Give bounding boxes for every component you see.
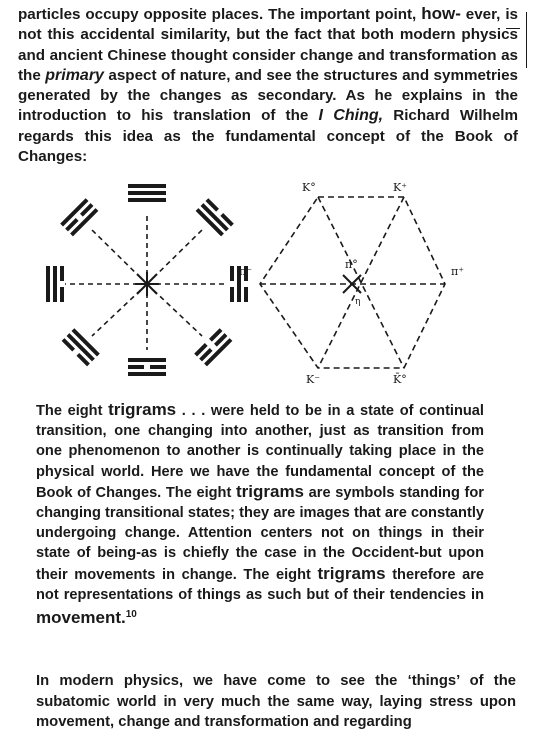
label-piplus: π⁺: [451, 265, 465, 278]
block-quote: [36, 400, 484, 629]
trigram-icon-top: [128, 184, 166, 202]
text-run: aspect of nature, and see the structures and symmetries generated by the changes as secondary. As he explains in the introduction to his translation of the: [18, 66, 518, 125]
trigram-star: [65, 213, 226, 350]
paragraph-modern-physics: [36, 671, 516, 733]
trigram-icon-left: [46, 266, 64, 302]
trigram-hexagon-figure: [30, 178, 480, 390]
label-piminus: π⁻: [239, 265, 253, 278]
text-run: The eight: [36, 403, 109, 419]
text-run: In modern physics, we have come to see the ‘things’ of the subatomic world in very much the same way, laying stress upon movement, change and transformation and regarding: [36, 673, 516, 730]
label-eta: η: [355, 297, 361, 307]
margin-mark: [506, 28, 520, 29]
figure-svg: [30, 178, 480, 390]
label-pizero: π°: [345, 258, 358, 271]
term-trigrams: trigrams: [108, 400, 177, 419]
paragraph-intro: [18, 4, 518, 167]
text-run: ever, is not this accidental similarity, but the fact that both modern physics and ancient Chinese thought consider change and transformation as the: [18, 6, 518, 84]
margin-mark: [518, 12, 527, 68]
text-run: . . . were held to be in a state of continual transition, one changing into another, just as transition from one phenomenon to another is continually taking place in the physical world. Here we have the fundamental concept of the Book of Changes. The eight: [36, 403, 484, 501]
term-trigrams: trigrams: [317, 563, 386, 583]
emphasis-primary: primary: [45, 66, 104, 84]
text-run: particles occupy opposite places. The important point,: [18, 6, 422, 23]
text-run: how-: [421, 4, 461, 23]
star-center: [135, 272, 159, 296]
label-kplus: K⁺: [393, 181, 408, 194]
text-run: are symbols standing for changing transitional states; they are images that are constantly undergoing change. Attention centers not on things in their state of being-as is chiefly the case in the Occident-but upon their movements in change. The eight: [36, 484, 484, 583]
trigram-icon-bottom: [128, 358, 166, 376]
footnote-marker: 10: [125, 609, 137, 621]
text-run: therefore are not representations of things as such but of their tendencies in: [36, 566, 485, 603]
term-trigrams: trigrams: [235, 481, 305, 501]
label-kminus: K⁻: [306, 373, 321, 386]
label-k0bar: K̄°: [393, 373, 407, 386]
text-run: Richard Wilhelm regards this idea as the fundamental concept of the Book of Changes:: [18, 107, 519, 166]
text-run: movement.: [36, 607, 126, 627]
book-title: I Ching,: [318, 107, 384, 125]
label-k0: K°: [302, 181, 316, 194]
